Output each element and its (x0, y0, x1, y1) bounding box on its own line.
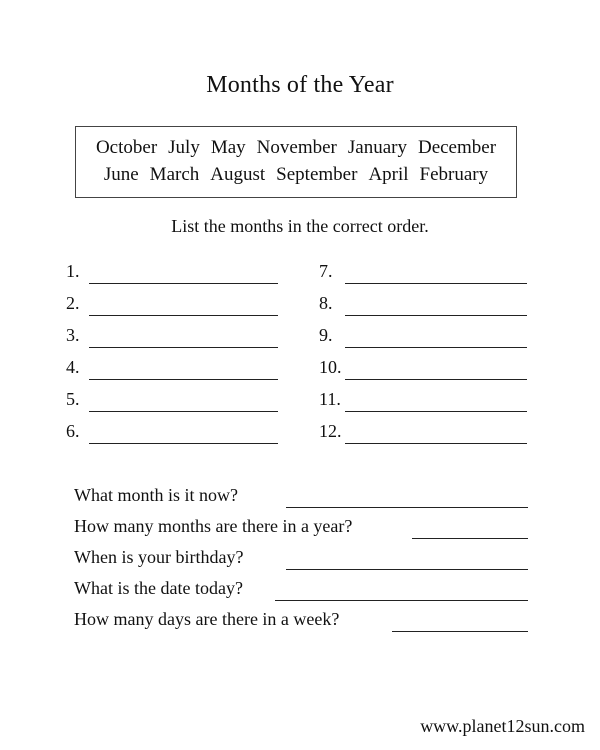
item-number: 5. (66, 389, 80, 409)
item-number: 11. (319, 389, 341, 409)
item-number: 2. (66, 293, 80, 313)
answer-line[interactable] (392, 631, 528, 632)
numbered-item (66, 324, 278, 348)
word-bank-word: October (95, 137, 158, 158)
worksheet-title: Months of the Year (206, 72, 394, 98)
word-bank-word: August (210, 164, 266, 185)
question-row (74, 484, 528, 508)
word-bank-word: May (210, 137, 246, 158)
numbered-item (66, 388, 278, 412)
numbered-item (319, 420, 527, 444)
item-number: 8. (319, 293, 333, 313)
answer-line[interactable] (286, 569, 528, 570)
numbered-item (66, 356, 278, 380)
answer-line[interactable] (345, 283, 527, 284)
word-bank-row-1 (76, 137, 516, 159)
question-text: How many days are there in a week? (74, 609, 340, 629)
answer-line[interactable] (412, 538, 528, 539)
item-number: 12. (319, 421, 342, 441)
answer-line[interactable] (345, 315, 527, 316)
item-number: 6. (66, 421, 80, 441)
word-bank-word: July (168, 137, 200, 158)
numbered-item (319, 260, 527, 284)
word-bank-word: September (276, 164, 358, 185)
question-row (74, 577, 528, 601)
answer-line[interactable] (275, 600, 528, 601)
answer-line[interactable] (345, 379, 527, 380)
word-bank-word: March (149, 164, 200, 185)
answer-line[interactable] (89, 315, 278, 316)
word-bank-word: April (368, 164, 409, 185)
question-row (74, 546, 528, 570)
word-bank-word: February (419, 164, 489, 185)
item-number: 4. (66, 357, 80, 377)
numbered-item (66, 420, 278, 444)
numbered-item (319, 292, 527, 316)
answer-line[interactable] (89, 283, 278, 284)
numbered-item (319, 356, 527, 380)
item-number: 10. (319, 357, 342, 377)
word-bank-word: January (347, 137, 407, 158)
numbered-item (66, 260, 278, 284)
item-number: 7. (319, 261, 333, 281)
website-footer: www.planet12sun.com (420, 716, 585, 736)
month-word-bank (75, 126, 517, 198)
word-bank-row-2 (76, 164, 516, 186)
numbered-item (319, 324, 527, 348)
numbered-item (66, 292, 278, 316)
item-number: 1. (66, 261, 80, 281)
question-row (74, 515, 528, 539)
instruction-text: List the months in the correct order. (171, 216, 429, 236)
answer-line[interactable] (345, 411, 527, 412)
question-text: What is the date today? (74, 578, 243, 598)
word-bank-word: December (417, 137, 497, 158)
item-number: 9. (319, 325, 333, 345)
question-text: What month is it now? (74, 485, 238, 505)
answer-line[interactable] (89, 379, 278, 380)
answer-line[interactable] (286, 507, 528, 508)
answer-line[interactable] (345, 347, 527, 348)
answer-line[interactable] (89, 347, 278, 348)
answer-line[interactable] (89, 443, 278, 444)
item-number: 3. (66, 325, 80, 345)
numbered-item (319, 388, 527, 412)
answer-line[interactable] (345, 443, 527, 444)
question-text: When is your birthday? (74, 547, 244, 567)
question-text: How many months are there in a year? (74, 516, 353, 536)
answer-line[interactable] (89, 411, 278, 412)
question-row (74, 608, 528, 632)
word-bank-word: November (256, 137, 337, 158)
word-bank-word: June (103, 164, 139, 185)
